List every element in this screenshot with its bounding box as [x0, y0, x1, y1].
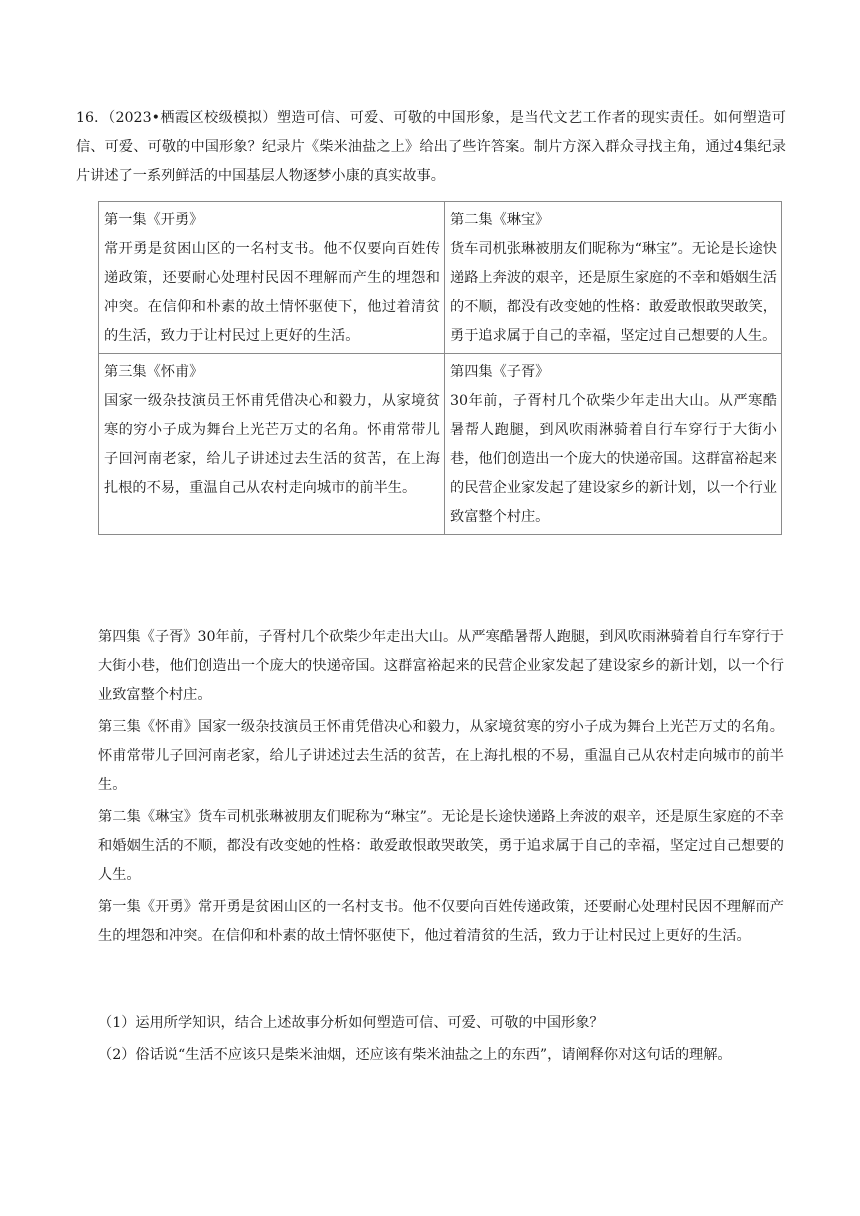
question-stem-text: 塑造可信、可爱、可敬的中国形象，是当代文艺工作者的现实责任。如何塑造可信、可爱、可敬的中国形象？纪录片《柴米油盐之上》给出了些许答案。制片方深入群众寻找主角，通过4集纪录片讲述了一系列鲜活的中国基层人物逐梦小康的真实故事。: [76, 110, 786, 184]
ep3-text: 国家一级杂技演员王怀甫凭借决心和毅力，从家境贫寒的穷小子成为舞台上光芒万丈的名角。怀甫常带儿子回河南老家，给儿子讲述过去生活的贫苦，在上海扎根的不易，重温自己从农村走向城市的前半生。: [104, 393, 440, 496]
table-cell-ep2: [445, 202, 782, 354]
sub-question-2: （2）俗话说“生活不应该只是柴米油烟，还应该有柴米油盐之上的东西”，请阐释你对这句话的理解。: [98, 1047, 732, 1063]
table-row: [99, 202, 782, 354]
paragraph-ep1: 第一集《开勇》常开勇是贫困山区的一名村支书。他不仅要向百姓传递政策，还要耐心处理村民因不理解而产生的埋怨和冲突。在信仰和朴素的故土情怀驱使下，他过着清贫的生活，致力于让村民过上更好的生活。: [98, 899, 784, 944]
ep4-text: 30年前，子胥村几个砍柴少年走出大山。从严寒酷暑帮人跑腿，到风吹雨淋骑着自行车穿行于大街小巷，他们创造出一个庞大的快递帝国。这群富裕起来的民营企业家发起了建设家乡的新计划，以一个行业致富整个村庄。: [450, 393, 777, 525]
ep4-title: 第四集《子胥》: [450, 364, 550, 380]
ep1-title: 第一集《开勇》: [104, 212, 204, 228]
paragraph-ep4: 第四集《子胥》30年前，子胥村几个砍柴少年走出大山。从严寒酷暑帮人跑腿，到风吹雨淋骑着自行车穿行于大街小巷，他们创造出一个庞大的快递帝国。这群富裕起来的民营企业家发起了建设家乡的新计划，以一个行业致富整个村庄。: [98, 629, 784, 703]
episode-paragraphs: [98, 623, 784, 954]
ep1-text: 常开勇是贫困山区的一名村支书。他不仅要向百姓传递政策，还要耐心处理村民因不理解而产生的埋怨和冲突。在信仰和朴素的故土情怀驱使下，他过着清贫的生活，致力于让村民过上更好的生活。: [104, 241, 440, 344]
table-cell-ep3: [99, 354, 445, 535]
sub-question-1: （1）运用所学知识，结合上述故事分析如何塑造可信、可爱、可敬的中国形象？: [98, 1015, 604, 1031]
ep2-title: 第二集《琳宝》: [450, 212, 550, 228]
ep3-title: 第三集《怀甫》: [104, 364, 204, 380]
question-number: 16.: [76, 110, 99, 126]
question-stem: [76, 104, 786, 191]
ep2-text: 货车司机张琳被朋友们昵称为“琳宝”。无论是长途快递路上奔波的艰辛，还是原生家庭的不幸和婚姻生活的不顺，都没有改变她的性格：敢爱敢恨敢哭敢笑，勇于追求属于自己的幸福，坚定过自己想要的人生。: [450, 241, 777, 344]
table-cell-ep4: [445, 354, 782, 535]
episodes-table: [98, 201, 782, 535]
paragraph-ep2: 第二集《琳宝》货车司机张琳被朋友们昵称为“琳宝”。无论是长途快递路上奔波的艰辛，还是原生家庭的不幸和婚姻生活的不顺，都没有改变她的性格：敢爱敢恨敢哭敢笑，勇于追求属于自己的幸福，坚定过自己想要的人生。: [98, 809, 784, 883]
table-row: [99, 354, 782, 535]
question-source: （2023•栖霞区校级模拟）: [100, 110, 277, 126]
paragraph-ep3: 第三集《怀甫》国家一级杂技演员王怀甫凭借决心和毅力，从家境贫寒的穷小子成为舞台上光芒万丈的名角。怀甫常带儿子回河南老家，给儿子讲述过去生活的贫苦，在上海扎根的不易，重温自己从农村走向城市的前半生。: [98, 719, 784, 793]
table-cell-ep1: [99, 202, 445, 354]
